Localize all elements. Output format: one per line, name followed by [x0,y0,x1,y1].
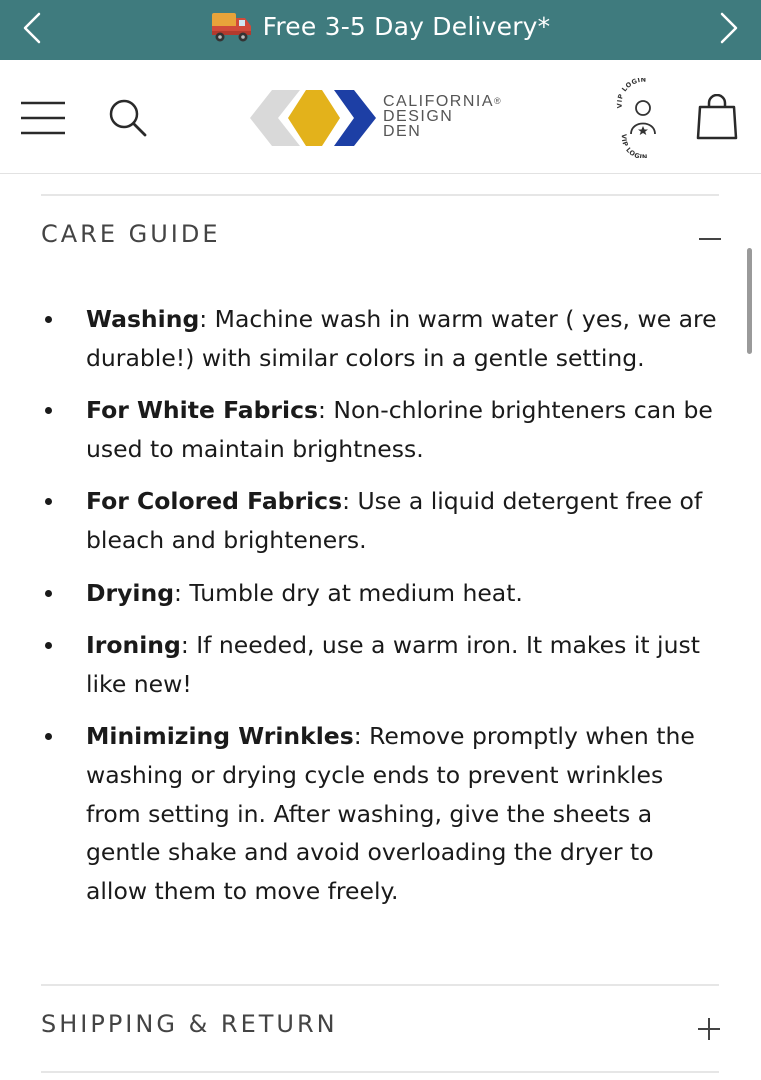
announcement-message[interactable]: Free 3-5 Day Delivery* [262,11,551,41]
care-term: Washing [86,305,200,333]
list-item [41,300,721,377]
logo-line-3: DEN [383,123,422,140]
care-text: : If needed, use a warm iron. It makes it just like new! [86,631,700,698]
care-term: Ironing [86,631,181,660]
site-header [0,60,761,174]
care-text: : Tumble dry at medium heat. [174,578,523,607]
bullet-icon [45,498,52,505]
care-guide-top-divider [41,194,719,196]
logo-registered-mark: ® [494,96,503,106]
bullet-icon [45,407,52,414]
shipping-expand-toggle[interactable] [694,1014,724,1044]
user-star-icon [612,78,674,158]
care-guide-title[interactable]: CARE GUIDE [41,220,221,248]
shipping-bottom-divider [41,1071,719,1073]
care-text: : Use a liquid detergent free of bleach and brighteners. [86,487,703,554]
plus-icon [694,1014,724,1044]
delivery-truck-icon [211,9,253,43]
logo-line-1: CALIFORNIA [383,93,495,110]
care-guide-collapse-toggle[interactable] [696,223,726,253]
care-text: : Remove promptly when the washing or drying cycle ends to prevent wrinkles from setting in. After washing, give the sheets a gentle shake and avoid overloading the dryer to allow them to move freely. [86,722,695,905]
svg-text:VIP LOGIN [616,78,647,108]
care-term: For White Fabrics [86,396,318,425]
bullet-icon [45,733,52,740]
vip-login-button[interactable] [612,78,674,158]
cart-button[interactable] [694,94,740,142]
care-guide-list [41,300,721,924]
care-text: : Machine wash in warm water ( yes, we are durable!) with similar colors in a gentle setting. [86,305,717,372]
vip-login-text-bottom: VIP LOGIN [619,133,648,158]
search-icon [106,96,150,140]
care-term: Drying [86,578,175,607]
care-term: For Colored Fabrics [86,487,343,516]
shipping-return-title[interactable]: SHIPPING & RETURN [41,1010,338,1038]
bullet-icon [45,642,52,649]
announcement-bar [0,0,761,60]
brand-logo[interactable] [250,86,520,150]
list-item [41,574,721,613]
list-item [41,391,721,468]
logo-mark [250,86,380,150]
svg-text:VIP LOGIN [620,134,648,158]
search-button[interactable] [106,96,150,140]
bullet-icon [45,590,52,597]
minus-icon [696,223,726,253]
scrollbar-thumb[interactable] [747,248,752,354]
list-item [41,626,721,703]
hamburger-menu-icon [20,100,66,136]
care-term: Minimizing Wrinkles [86,722,354,751]
menu-button[interactable] [20,100,66,136]
vip-login-text-top: VIP LOGIN [615,78,647,109]
logo-line-2: DESIGN [383,108,454,125]
chevron-right-icon [718,11,740,45]
shipping-top-divider [41,984,719,986]
care-text: : Non-chlorine brighteners can be used to maintain brightness. [86,396,713,463]
list-item [41,482,721,559]
bullet-icon [45,316,52,323]
list-item [41,717,721,910]
announcement-next-button[interactable] [709,8,749,48]
shopping-bag-icon [694,94,740,142]
logo-wordmark [383,94,502,139]
